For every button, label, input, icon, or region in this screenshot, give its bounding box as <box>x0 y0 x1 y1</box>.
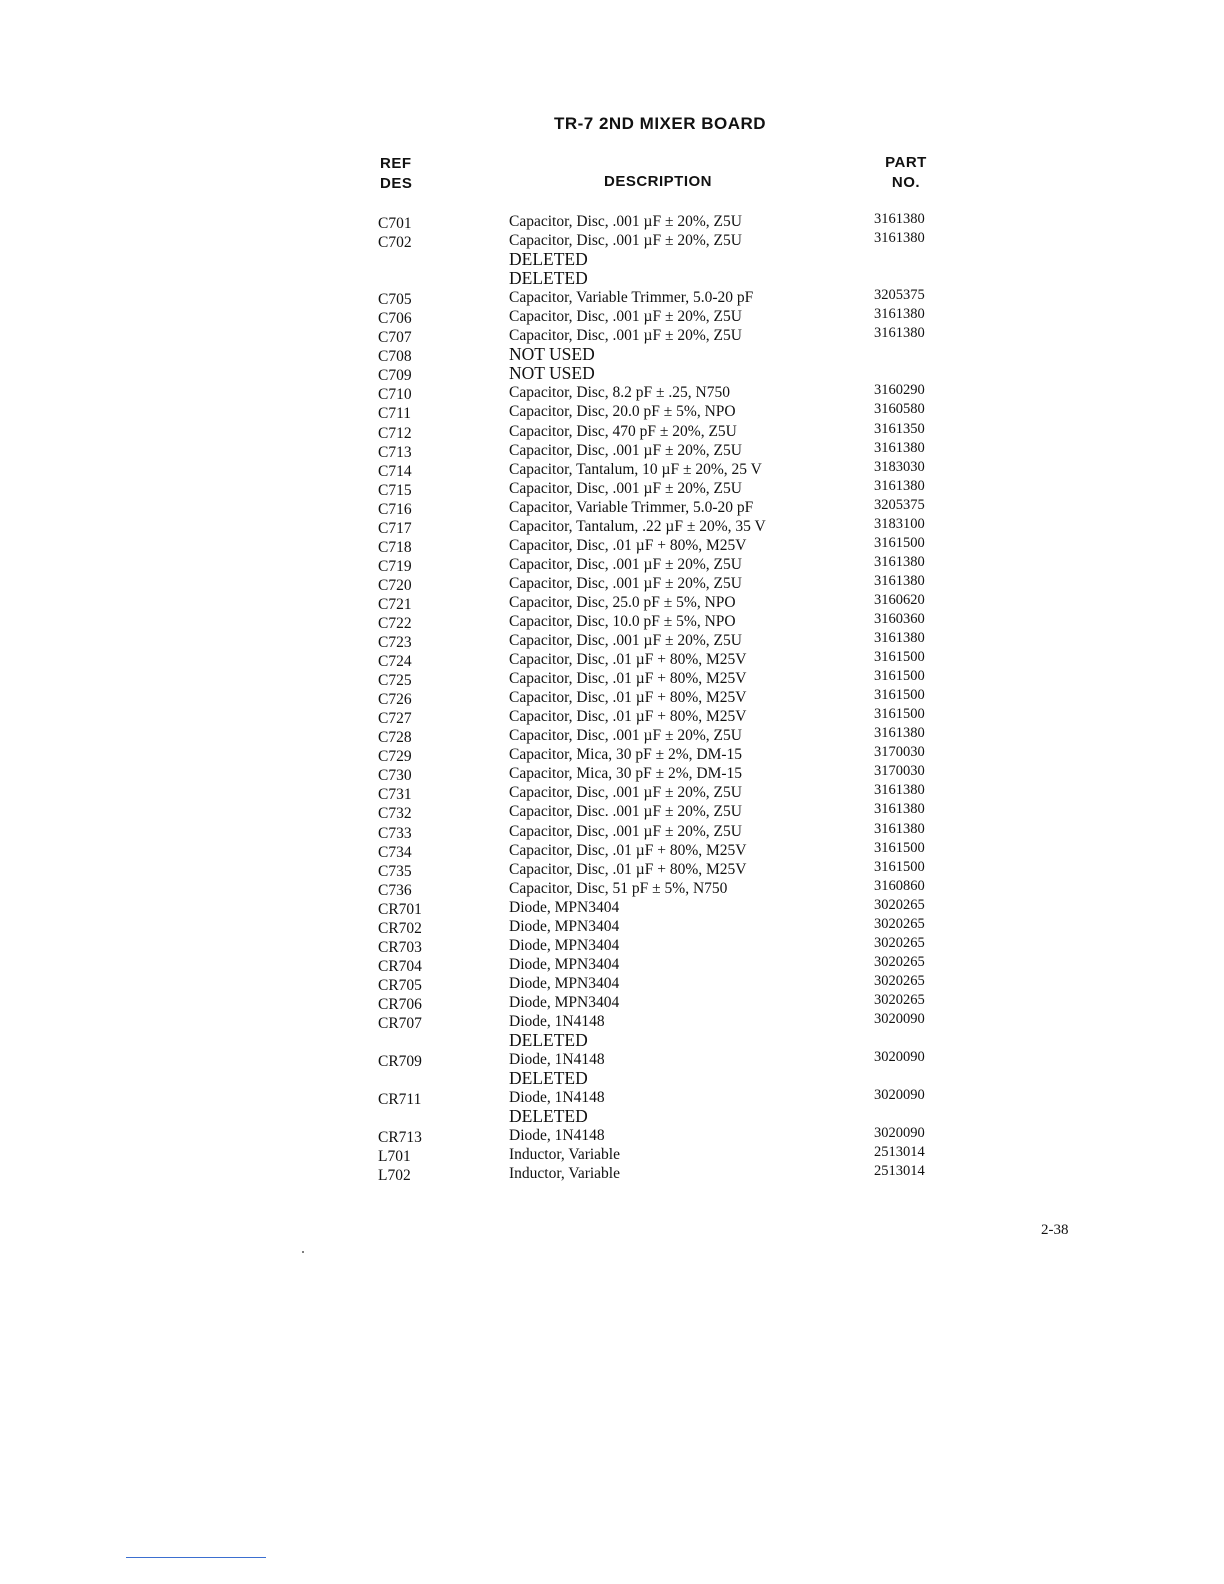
part-header-line2: NO. <box>891 174 921 191</box>
parts-row <box>376 289 956 308</box>
ref-des-cell: C736 <box>378 881 412 899</box>
description-cell: Diode, MPN3404 <box>509 955 620 973</box>
parts-row <box>376 458 956 480</box>
parts-row <box>376 251 956 270</box>
description-cell: NOT USED <box>509 363 595 384</box>
description-cell: DELETED <box>509 1030 588 1051</box>
description-cell: Capacitor, Disc, .01 µF + 80%, M25V <box>509 689 747 707</box>
part-no-cell: 3161500 <box>874 858 925 875</box>
description-cell: Diode, 1N4148 <box>509 1127 605 1145</box>
description-cell: Capacitor, Disc, .01 µF + 80%, M25V <box>509 860 747 878</box>
parts-row <box>376 651 956 670</box>
ref-des-cell: C730 <box>378 767 412 785</box>
ref-des-cell: L701 <box>378 1148 411 1166</box>
part-no-cell: 3161380 <box>874 477 925 494</box>
parts-row <box>376 553 956 575</box>
ref-des-cell: L702 <box>378 1167 411 1185</box>
part-no-cell: 3160620 <box>874 591 925 608</box>
part-no-cell: 3161380 <box>874 630 925 647</box>
part-no-cell: 3205375 <box>874 496 925 513</box>
part-no-cell: 3170030 <box>874 744 925 761</box>
part-no-cell: 3020090 <box>874 1010 925 1027</box>
parts-row <box>376 953 956 975</box>
part-no-cell: 3020090 <box>874 1049 925 1066</box>
parts-row <box>376 403 956 422</box>
ref-des-cell: C723 <box>378 634 412 652</box>
parts-row <box>376 839 956 861</box>
description-cell: Capacitor, Disc, .01 µF + 80%, M25V <box>509 536 747 554</box>
description-cell: Capacitor, Disc, .001 µF ± 20%, Z5U <box>509 213 742 230</box>
description-cell: Capacitor, Disc, .01 µF + 80%, M25V <box>509 651 747 669</box>
ref-des-cell: C724 <box>378 653 412 671</box>
ref-des-cell: C709 <box>378 367 412 385</box>
parts-row <box>376 784 956 803</box>
ref-des-cell: C717 <box>378 519 412 537</box>
description-cell: Inductor, Variable <box>509 1146 620 1164</box>
description-cell: Diode, 1N4148 <box>509 1089 605 1107</box>
parts-row <box>376 515 956 537</box>
ref-des-cell: C726 <box>378 691 412 709</box>
description-cell: NOT USED <box>509 344 595 365</box>
part-no-cell: 3020265 <box>874 934 925 951</box>
ref-des-cell: CR706 <box>378 995 422 1013</box>
part-no-cell: 3161380 <box>874 801 925 818</box>
part-no-header <box>870 153 942 193</box>
part-no-cell: 3161380 <box>874 725 925 742</box>
part-no-cell: 3160360 <box>874 610 925 627</box>
parts-row <box>376 420 956 442</box>
parts-list <box>376 213 956 1184</box>
description-cell: DELETED <box>509 1068 588 1089</box>
part-no-cell: 3205375 <box>874 287 925 304</box>
ref-des-cell: C707 <box>378 329 412 347</box>
ref-des-cell: C733 <box>378 824 412 842</box>
description-cell: Capacitor, Variable Trimmer, 5.0-20 pF <box>509 498 754 516</box>
description-cell: Capacitor, Disc, .001 µF ± 20%, Z5U <box>509 441 742 459</box>
part-no-cell: 3020265 <box>874 972 925 989</box>
page-title: TR-7 2ND MIXER BOARD <box>553 114 767 133</box>
description-cell: Capacitor, Mica, 30 pF ± 2%, DM-15 <box>509 765 743 783</box>
description-cell: Diode, 1N4148 <box>509 1051 605 1069</box>
description-cell: Diode, MPN3404 <box>509 993 620 1011</box>
ref-des-cell: CR704 <box>378 957 422 975</box>
description-cell: Inductor, Variable <box>509 1165 620 1183</box>
description-cell: Capacitor, Disc, .01 µF + 80%, M25V <box>509 841 747 859</box>
part-no-cell: 3161500 <box>874 668 925 685</box>
parts-row <box>376 1165 956 1184</box>
parts-row <box>376 1089 956 1108</box>
part-no-cell: 3161380 <box>874 230 925 247</box>
description-cell: Diode, MPN3404 <box>509 898 620 916</box>
parts-row <box>376 1127 956 1146</box>
description-cell: Capacitor, Disc, .001 µF ± 20%, Z5U <box>509 632 742 650</box>
description-cell: Capacitor, Disc, .001 µF ± 20%, Z5U <box>509 784 742 802</box>
description-cell: Capacitor, Disc. .001 µF ± 20%, Z5U <box>509 803 742 821</box>
ref-des-cell: C702 <box>378 234 412 252</box>
parts-row <box>376 670 956 689</box>
description-cell: DELETED <box>509 1106 588 1127</box>
ref-des-header <box>380 154 412 194</box>
description-cell: Capacitor, Disc, 10.0 pF ± 5%, NPO <box>509 612 736 630</box>
part-no-cell: 3161500 <box>874 649 925 666</box>
parts-row <box>376 689 956 708</box>
description-cell: Diode, MPN3404 <box>509 974 620 992</box>
description-cell: Diode, MPN3404 <box>509 917 620 935</box>
part-no-cell: 3020265 <box>874 953 925 970</box>
part-no-cell: 3161500 <box>874 706 925 723</box>
ref-des-cell: C706 <box>378 310 412 328</box>
part-no-cell: 3161380 <box>874 211 925 227</box>
part-no-cell: 3161380 <box>874 306 925 323</box>
parts-row <box>376 934 956 956</box>
ref-des-cell: CR713 <box>378 1129 422 1147</box>
ref-des-cell: C721 <box>378 595 412 613</box>
part-no-cell: 3161380 <box>874 325 925 342</box>
ref-des-cell: CR701 <box>378 900 422 918</box>
parts-row <box>376 439 956 461</box>
parts-row <box>376 1010 956 1032</box>
description-cell: Capacitor, Mica, 30 pF ± 2%, DM-15 <box>509 746 743 764</box>
parts-row <box>376 803 956 822</box>
parts-row <box>376 1108 956 1127</box>
part-no-cell: 3020090 <box>874 1087 925 1104</box>
parts-row <box>376 384 956 403</box>
ref-des-cell: C715 <box>378 481 412 499</box>
parts-row <box>376 232 956 251</box>
ref-header-line2: DES <box>380 175 413 192</box>
parts-row <box>376 346 956 365</box>
ref-des-cell: C713 <box>378 443 412 461</box>
description-cell: Capacitor, Disc, .001 µF ± 20%, Z5U <box>509 479 742 497</box>
ref-des-cell: C728 <box>378 729 412 747</box>
part-no-cell: 2513014 <box>874 1163 925 1180</box>
parts-row <box>376 1070 956 1089</box>
part-no-cell: 2513014 <box>874 1144 925 1161</box>
part-no-cell: 3170030 <box>874 763 925 780</box>
parts-row <box>376 270 956 289</box>
parts-row <box>376 308 956 327</box>
description-cell: Capacitor, Disc, 8.2 pF ± .25, N750 <box>509 384 730 402</box>
ref-des-cell: CR707 <box>378 1014 422 1032</box>
description-header: DESCRIPTION <box>604 173 713 190</box>
ref-des-cell: C719 <box>378 557 412 575</box>
description-cell: Capacitor, Disc, .001 µF ± 20%, Z5U <box>509 555 742 573</box>
parts-row <box>376 477 956 499</box>
ref-des-cell: C727 <box>378 710 412 728</box>
ref-des-cell: C701 <box>378 215 412 232</box>
part-header-line1: PART <box>885 154 927 171</box>
description-cell: Capacitor, Disc, .001 µF ± 20%, Z5U <box>509 308 742 326</box>
description-cell: Capacitor, Disc, .001 µF ± 20%, Z5U <box>509 727 742 745</box>
ref-des-cell: C711 <box>378 405 412 423</box>
description-cell: DELETED <box>509 249 588 270</box>
parts-row <box>376 746 956 765</box>
parts-row <box>376 765 956 784</box>
parts-row <box>376 915 956 937</box>
ref-des-cell: CR702 <box>378 919 422 937</box>
part-no-cell: 3161380 <box>874 553 925 570</box>
part-no-cell: 3020265 <box>874 896 925 913</box>
description-cell: Capacitor, Disc, .01 µF + 80%, M25V <box>509 670 747 688</box>
ref-des-cell: CR703 <box>378 938 422 956</box>
description-cell: Capacitor, Disc, .001 µF ± 20%, Z5U <box>509 822 742 840</box>
part-no-cell: 3161380 <box>874 820 925 837</box>
ref-des-cell: C732 <box>378 805 412 823</box>
description-cell: Capacitor, Disc, 51 pF ± 5%, N750 <box>509 879 728 897</box>
ref-des-cell: C725 <box>378 672 412 690</box>
parts-row <box>376 708 956 727</box>
part-no-cell: 3160860 <box>874 877 925 894</box>
part-no-cell: 3161500 <box>874 839 925 856</box>
parts-row <box>376 496 956 518</box>
part-no-cell: 3161500 <box>874 687 925 704</box>
parts-row <box>376 896 956 918</box>
parts-row <box>376 972 956 994</box>
ref-des-cell: C720 <box>378 576 412 594</box>
ref-des-cell: C708 <box>378 348 412 366</box>
parts-row <box>376 213 956 232</box>
description-cell: Capacitor, Tantalum, .22 µF ± 20%, 35 V <box>509 517 766 535</box>
parts-row <box>376 632 956 651</box>
description-cell: Capacitor, Disc, 20.0 pF ± 5%, NPO <box>509 403 736 421</box>
part-no-cell: 3020265 <box>874 915 925 932</box>
description-cell: Capacitor, Disc, .001 µF ± 20%, Z5U <box>509 232 742 250</box>
ref-des-cell: C729 <box>378 748 412 766</box>
ref-header-line1: REF <box>380 155 412 172</box>
description-cell: Diode, 1N4148 <box>509 1012 605 1030</box>
description-cell: Capacitor, Disc, .001 µF ± 20%, Z5U <box>509 327 742 345</box>
parts-row <box>376 727 956 746</box>
ref-des-cell: C714 <box>378 462 412 480</box>
part-no-cell: 3161350 <box>874 420 925 437</box>
scan-speck <box>302 1251 304 1253</box>
ref-des-cell: C735 <box>378 862 412 880</box>
page-number: 2-38 <box>1041 1222 1069 1238</box>
parts-row <box>376 877 956 899</box>
ref-des-cell: C710 <box>378 386 412 404</box>
parts-row <box>376 610 956 632</box>
part-no-cell: 3160580 <box>874 401 925 418</box>
description-cell: Capacitor, Disc, 470 pF ± 20%, Z5U <box>509 422 737 440</box>
ref-des-cell: CR711 <box>378 1091 422 1109</box>
description-cell: Capacitor, Variable Trimmer, 5.0-20 pF <box>509 289 754 307</box>
ref-des-cell: CR705 <box>378 976 422 994</box>
part-no-cell: 3020090 <box>874 1125 925 1142</box>
part-no-cell: 3183030 <box>874 458 925 475</box>
parts-row <box>376 365 956 384</box>
parts-row <box>376 820 956 842</box>
ref-des-cell: C712 <box>378 424 412 442</box>
parts-row <box>376 1032 956 1051</box>
part-no-cell: 3161500 <box>874 534 925 551</box>
parts-row <box>376 858 956 880</box>
description-cell: Diode, MPN3404 <box>509 936 620 954</box>
parts-row <box>376 327 956 346</box>
parts-row <box>376 572 956 594</box>
part-no-cell: 3161380 <box>874 439 925 456</box>
part-no-cell: 3160290 <box>874 382 925 399</box>
ref-des-cell: C731 <box>378 786 412 804</box>
parts-row <box>376 591 956 613</box>
description-cell: Capacitor, Disc, .001 µF ± 20%, Z5U <box>509 574 742 592</box>
description-cell: DELETED <box>509 268 588 289</box>
part-no-cell: 3020265 <box>874 991 925 1008</box>
ref-des-cell: CR709 <box>378 1053 422 1071</box>
part-no-cell: 3161380 <box>874 572 925 589</box>
footer-rule <box>126 1557 266 1558</box>
ref-des-cell: C705 <box>378 291 412 309</box>
parts-row <box>376 1051 956 1070</box>
description-cell: Capacitor, Tantalum, 10 µF ± 20%, 25 V <box>509 460 762 478</box>
part-no-cell: 3161380 <box>874 782 925 799</box>
description-cell: Capacitor, Disc, 25.0 pF ± 5%, NPO <box>509 593 736 611</box>
parts-row <box>376 991 956 1013</box>
ref-des-cell: C734 <box>378 843 412 861</box>
ref-des-cell: C716 <box>378 500 412 518</box>
part-no-cell: 3183100 <box>874 515 925 532</box>
parts-row <box>376 534 956 556</box>
description-cell: Capacitor, Disc, .01 µF + 80%, M25V <box>509 708 747 726</box>
ref-des-cell: C718 <box>378 538 412 556</box>
parts-row <box>376 1146 956 1165</box>
ref-des-cell: C722 <box>378 614 412 632</box>
